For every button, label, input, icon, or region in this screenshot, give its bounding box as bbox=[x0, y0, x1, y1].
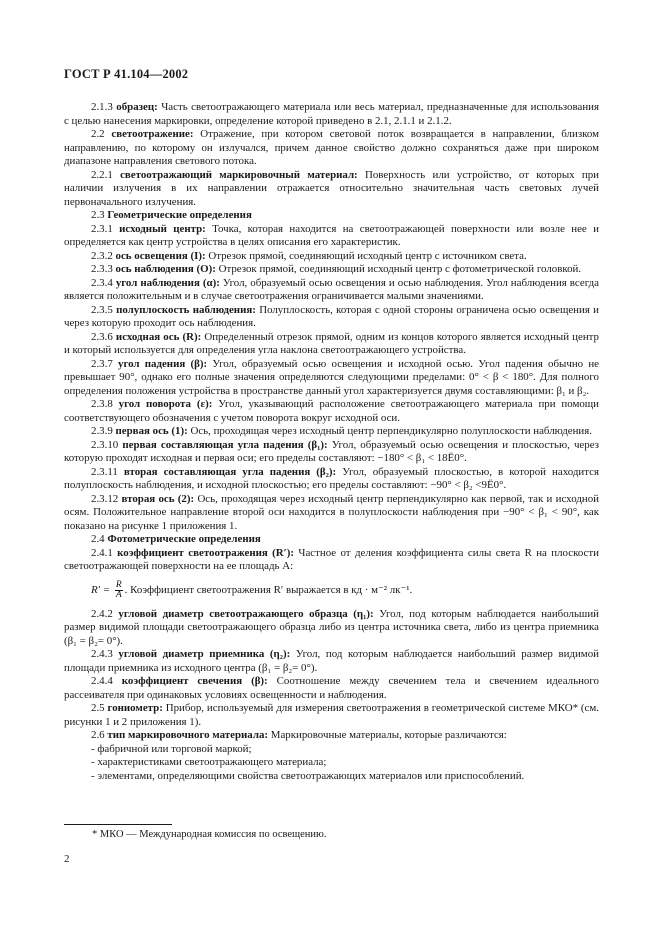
clause-number: 2.3.1 bbox=[91, 222, 113, 235]
definitions-block-1 bbox=[64, 101, 599, 574]
clause-text: Угол, образуемый осью освещения и плоскостью, через которую проходят исходная и первая оси; его пределы составляют: −180° < β₁ < 18Ё0°. bbox=[64, 438, 599, 464]
clause-number: 2.3.9 bbox=[91, 425, 113, 437]
footnote: * МКО — Международная комиссия по освещению. bbox=[92, 829, 327, 840]
clause-term: гониометр: bbox=[107, 702, 163, 714]
clause-text: Угол, образуемый плоскостью, в которой находится полуплоскость наблюдения, и исходной плоскостью; его пределы составляют: −90° < β₂ <9Ё0°. bbox=[64, 465, 599, 491]
clause-term: ось наблюдения (O): bbox=[115, 263, 216, 275]
clause-term: светоотражение: bbox=[111, 128, 194, 140]
clause-term: тип маркировочного материала: bbox=[107, 729, 269, 741]
clause-number: 2.3.8 bbox=[91, 398, 113, 410]
clause-term: угол наблюдения (α): bbox=[115, 276, 220, 289]
clause-paragraph bbox=[64, 331, 599, 358]
clause-text: Угол, образуемый осью освещения и исходной осью. Угол падения обычно не превышает 90°, однако его полные значения определяются следующими пределами: 0° < β < 180°. Для полного определения положения устройства в пространстве данный угол характеризуется двумя составляющими: β₁ и β₂. bbox=[64, 357, 599, 397]
clause-number: 2.6 bbox=[91, 729, 105, 741]
clause-paragraph bbox=[64, 223, 599, 250]
clause-paragraph bbox=[64, 398, 599, 425]
clause-paragraph bbox=[64, 675, 599, 702]
clause-text: Маркировочные материалы, которые различаются: bbox=[270, 729, 507, 741]
clause-term: коэффициент свечения (β): bbox=[121, 675, 268, 687]
clause-term: коэффициент светоотражения (R′): bbox=[117, 546, 294, 559]
clause-text: Точка, которая находится на светоотражающей поверхности или возле нее и определяется как центр устройства в целях описания его характеристик. bbox=[64, 222, 599, 248]
clause-term: первая составляющая угла падения (β₁): bbox=[122, 438, 328, 451]
clause-text: Соотношение между свечением тела и свечением идеального рассеивателя при одинаковых условиях освещенности и наблюдения. bbox=[64, 675, 599, 701]
clause-number: 2.2 bbox=[91, 128, 105, 140]
clause-paragraph bbox=[64, 277, 599, 304]
clause-paragraph bbox=[64, 439, 599, 466]
clause-number: 2.4.1 bbox=[91, 546, 113, 559]
list-item: - фабричной или торговой маркой; bbox=[91, 742, 252, 755]
clause-number: 2.3.10 bbox=[91, 438, 119, 451]
clause-paragraph bbox=[64, 608, 599, 649]
formula-lhs: R′ = bbox=[91, 583, 111, 596]
clause-term: вторая составляющая угла падения (β₂): bbox=[123, 465, 337, 478]
clause-term: вторая ось (2): bbox=[121, 492, 195, 505]
clause-text: Определенный отрезок прямой, одним из концов которого является исходный центр и который используется для определения угла наклона светоотражающего устройства. bbox=[64, 330, 599, 356]
formula-reflection-coefficient bbox=[91, 581, 599, 600]
clause-number: 2.3.7 bbox=[91, 357, 113, 370]
clause-number: 2.1.3 bbox=[91, 101, 113, 113]
formula-fraction bbox=[115, 581, 123, 600]
clause-term: светоотражающий маркировочный материал: bbox=[120, 168, 358, 181]
clause-paragraph bbox=[64, 250, 599, 264]
clause-term: полуплоскость наблюдения: bbox=[116, 303, 256, 316]
clause-text: Отрезок прямой, соединяющий исходный центр с источником света. bbox=[208, 249, 527, 262]
clause-number: 2.3.12 bbox=[91, 492, 119, 505]
clause-term: угол поворота (ε): bbox=[118, 398, 213, 410]
footnote-separator bbox=[64, 824, 172, 825]
clause-term: Геометрические определения bbox=[107, 209, 252, 221]
clause-term: исходная ось (R): bbox=[115, 330, 202, 343]
clause-text: Ось, проходящая через исходный центр перпендикулярно полуплоскости наблюдения. bbox=[190, 425, 592, 437]
clause-text: Поверхность или устройство, от которых при наличии излучения в их направлении отражается относительно значительная часть световых лучей первоначального излучения. bbox=[64, 168, 599, 208]
clause-term: Фотометрические определения bbox=[107, 533, 261, 545]
formula-denominator: A bbox=[115, 589, 122, 600]
clause-text: Угол, под которым наблюдается наибольший размер видимой площади приемника из исходного центра (β₁ = β₂= 0°). bbox=[64, 648, 599, 674]
definitions-block-2 bbox=[64, 608, 599, 743]
clause-paragraph bbox=[64, 358, 599, 399]
clause-paragraph bbox=[64, 304, 599, 331]
clause-text: Прибор, используемый для измерения светоотражения в геометрической системе МКО* (см. рисунки 1 и 2 приложения 1). bbox=[64, 702, 599, 728]
clause-term: образец: bbox=[116, 101, 158, 113]
clause-term: угловой диаметр приемника (η₂): bbox=[118, 648, 291, 660]
clause-paragraph bbox=[64, 128, 599, 169]
clause-paragraph bbox=[64, 101, 599, 128]
clause-text: Отражение, при котором световой поток возвращается в направлении, близком направлению, по которому он излучался, причем данное свойство должно сохраняться даже при широком диапазоне направления светового потока. bbox=[64, 128, 599, 167]
clause-paragraph bbox=[64, 547, 599, 574]
clause-term: угол падения (β): bbox=[118, 357, 208, 370]
clause-paragraph bbox=[64, 425, 599, 439]
clause-number: 2.3.6 bbox=[91, 330, 113, 343]
clause-number: 2.4.2 bbox=[91, 607, 113, 620]
clause-number: 2.4.3 bbox=[91, 648, 113, 660]
clause-paragraph bbox=[64, 729, 599, 743]
clause-text: Угол, под которым наблюдается наибольший размер видимой площади светоотражающего образца либо из центра источника света, либо из центра приемника (β₁ = β₂= 0°). bbox=[64, 607, 599, 647]
clause-term: первая ось (1): bbox=[115, 425, 188, 437]
clause-text: Часть светоотражающего материала или весь материал, предназначенные для использования с целью нанесения маркировки, определение которой приведено в 2.1, 2.1.1 и 2.1.2. bbox=[64, 101, 599, 127]
clause-paragraph bbox=[64, 209, 599, 223]
clause-term: исходный центр: bbox=[119, 222, 206, 235]
clause-paragraph bbox=[64, 263, 599, 277]
clause-number: 2.5 bbox=[91, 702, 105, 714]
clause-text: Угол, образуемый осью освещения и осью наблюдения. Угол наблюдения всегда является положительным и в случае светоотражения ограничивается малыми значениями. bbox=[64, 276, 599, 302]
clause-text: Ось, проходящая через исходный центр перпендикулярно как первой, так и исходной осям. Положительное направление второй оси находится в полуплоскости наблюдения при −90° < β₁ < 90°, как показано на рисунке 1 приложения 1. bbox=[64, 492, 599, 532]
formula-tail: . Коэффициент светоотражения R′ выражается в кд · м⁻² лк⁻¹. bbox=[124, 583, 413, 596]
clause-text: Частное от деления коэффициента силы света R на плоскости светоотражающей поверхности на ее площадь A: bbox=[64, 546, 599, 572]
material-type-list bbox=[64, 743, 599, 784]
clause-number: 2.2.1 bbox=[91, 168, 113, 181]
document-body bbox=[64, 101, 599, 783]
formula-numerator: R bbox=[115, 579, 122, 590]
document-header: ГОСТ Р 41.104—2002 bbox=[64, 67, 189, 81]
clause-number: 2.3.4 bbox=[91, 276, 113, 289]
clause-paragraph bbox=[64, 702, 599, 729]
page-number: 2 bbox=[64, 853, 70, 865]
clause-number: 2.3.3 bbox=[91, 263, 113, 275]
list-item: - элементами, определяющими свойства светоотражающих материалов или приспособлений. bbox=[91, 769, 525, 782]
clause-number: 2.3.5 bbox=[91, 303, 113, 316]
list-item: - характеристиками светоотражающего материала; bbox=[91, 756, 327, 768]
clause-term: ось освещения (I): bbox=[115, 249, 206, 262]
clause-text: Полуплоскость, которая с одной стороны ограничена осью освещения и через которую проходит ось наблюдения. bbox=[64, 303, 599, 329]
clause-paragraph bbox=[64, 533, 599, 547]
clause-number: 2.3.2 bbox=[91, 249, 113, 262]
clause-number: 2.4.4 bbox=[91, 675, 113, 687]
clause-text: Угол, указывающий расположение светоотражающего материала при помощи соответствующего обозначения с учетом поворота вокруг исходной оси. bbox=[64, 398, 599, 424]
clause-paragraph bbox=[64, 466, 599, 493]
clause-number: 2.3 bbox=[91, 209, 105, 221]
clause-number: 2.3.11 bbox=[91, 465, 118, 478]
clause-paragraph bbox=[64, 169, 599, 210]
clause-paragraph bbox=[64, 648, 599, 675]
clause-text: Отрезок прямой, соединяющий исходный центр с фотометрической головкой. bbox=[218, 263, 582, 275]
clause-term: угловой диаметр светоотражающего образца (η₁): bbox=[118, 607, 374, 620]
clause-paragraph bbox=[64, 493, 599, 534]
clause-number: 2.4 bbox=[91, 533, 105, 545]
